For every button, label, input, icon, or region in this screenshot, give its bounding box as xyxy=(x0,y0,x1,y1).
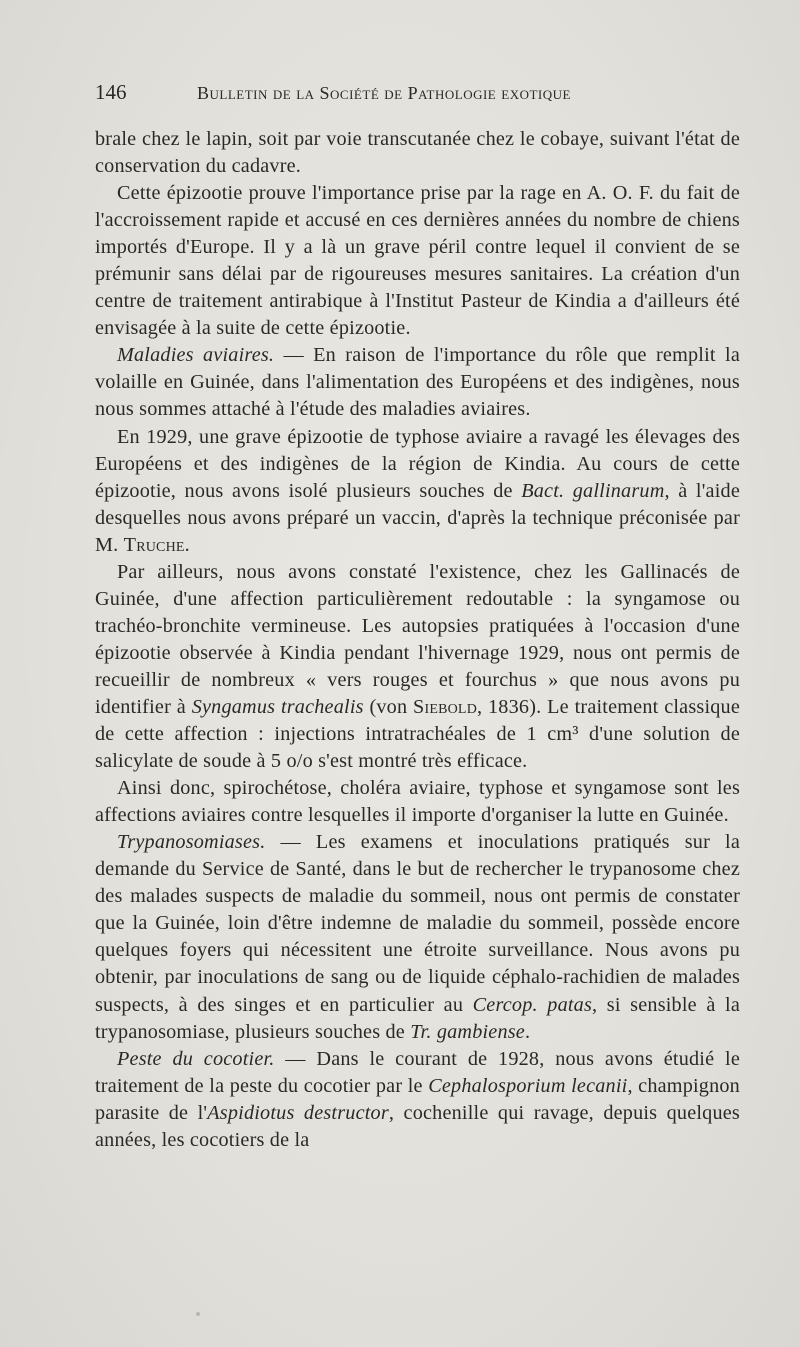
paragraph xyxy=(95,559,740,775)
italic-text: Cercop. patas xyxy=(472,993,593,1016)
paragraph xyxy=(95,775,740,829)
paragraph xyxy=(95,829,740,1045)
paragraph xyxy=(95,424,740,559)
italic-text: Cephalosporium lecanii xyxy=(428,1074,628,1097)
text-run: — Les examens et inoculations pratiqués sur la demande du Service de Santé, dans le but de rechercher le trypanosome chez des malades suspects de maladie du sommeil, nous ont permis de constater que la Guinée, loin d'être indemne de maladie du sommeil, possède encore quelques foyers qui nécessitent une étroite surveillance. Nous avons pu obtenir, par inoculations de sang ou de liquide céphalo-rachidien de malades suspects, à des singes et en particulier au xyxy=(95,831,740,1016)
text-run: Ainsi donc, spirochétose, choléra aviaire, typhose et syngamose sont les affections aviaires contre lesquelles il importe d'organiser la lutte en Guinée. xyxy=(95,777,740,827)
text-run: . xyxy=(524,1020,531,1043)
italic-text: Peste du cocotier. xyxy=(117,1047,275,1070)
text-run: , à l'aide desquelles nous avons préparé un vaccin, d'après la technique préconisée par M. xyxy=(95,479,740,556)
author-name: Truche xyxy=(123,533,185,556)
paragraph xyxy=(95,1046,740,1154)
italic-text: Aspidiotus destructor xyxy=(207,1101,389,1124)
text-run: — En raison de l'importance du rôle que remplit la volaille en Guinée, dans l'alimentation des Européens et des indigènes, nous nous sommes attaché à l'étude des maladies aviaires. xyxy=(95,344,740,421)
text-run: En 1929, une grave épizootie de typhose aviaire a ravagé les élevages des Européens et des indigènes de la région de Kindia. Au cours de cette épizootie, nous avons isolé plusieurs souches de xyxy=(95,425,740,502)
italic-text: Tr. gambiense xyxy=(410,1020,525,1043)
italic-text: Bact. gallinarum xyxy=(521,479,665,502)
italic-text: Maladies aviaires. xyxy=(117,344,275,367)
text-run: , 1836). Le traitement classique de cette affection : injections intratrachéales de 1 cm³ d'une solution de salicylate de soude à 5 o/o s'est montré très efficace. xyxy=(95,695,740,773)
italic-text: Syngamus trachealis xyxy=(191,695,364,718)
text-run: , si sensible à la trypanosomiase, plusieurs souches de xyxy=(95,993,740,1043)
text-run: (von xyxy=(363,695,414,718)
body-text xyxy=(95,126,740,1154)
page-number: 146 xyxy=(95,80,127,104)
paragraph xyxy=(95,342,740,423)
text-run: Par ailleurs, nous avons constaté l'existence, chez les Gallinacés de Guinée, d'une affection particulièrement redoutable : la syngamose ou trachéo-bronchite vermineuse. Les autopsies pratiquées à l'occasion d'une épizootie observée à Kindia pendant l'hivernage 1929, nous ont permis de recueillir de nombreux « vers rouges et fourchus » que nous avons pu identifier à xyxy=(95,560,740,718)
running-head: Bulletin de la Société de Pathologie exotique xyxy=(197,83,571,103)
text-run: , champignon parasite de l' xyxy=(95,1074,740,1124)
text-run: Cette épizootie prouve l'importance prise par la rage en A. O. F. du fait de l'accroissement rapide et accusé en ces dernières années du nombre de chiens importés d'Europe. Il y a là un grave péril contre lequel il convient de se prémunir sans délai par de rigoureuses mesures sanitaires. La création d'un centre de traitement antirabique à l'Institut Pasteur de Kindia a d'ailleurs été envisagée à la suite de cette épizootie. xyxy=(95,182,740,340)
paragraph xyxy=(95,180,740,342)
paper-speck xyxy=(196,1312,200,1316)
text-run: — Dans le courant de 1928, nous avons étudié le traitement de la peste du cocotier par le xyxy=(95,1047,740,1097)
paragraph xyxy=(95,126,740,180)
author-name: Siebold xyxy=(413,695,477,718)
italic-text: Trypanosomiases. xyxy=(117,831,266,854)
text-run: . xyxy=(184,533,190,556)
text-run: , cochenille qui ravage, depuis quelques années, les cocotiers de la xyxy=(95,1101,740,1151)
text-run: brale chez le lapin, soit par voie transcutanée chez le cobaye, suivant l'état de conservation du cadavre. xyxy=(95,128,740,178)
page-header xyxy=(95,80,735,114)
